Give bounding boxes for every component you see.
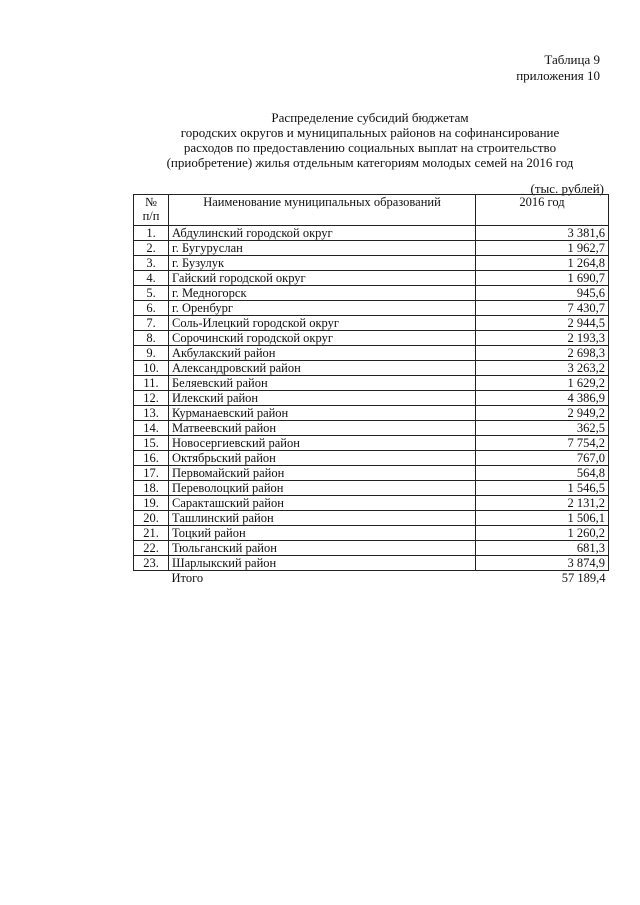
subsidy-value: 3 381,6 [476, 226, 609, 241]
subsidy-value: 2 193,3 [476, 331, 609, 346]
municipality-name: Илекский район [169, 391, 476, 406]
municipality-name: Гайский городской округ [169, 271, 476, 286]
row-number: 5. [134, 286, 169, 301]
row-number: 23. [134, 556, 169, 571]
subsidy-value: 945,6 [476, 286, 609, 301]
municipality-name: Матвеевский район [169, 421, 476, 436]
title-line: Распределение субсидий бюджетам [271, 110, 469, 125]
municipality-name: Первомайский район [169, 466, 476, 481]
subsidy-value: 767,0 [476, 451, 609, 466]
municipality-name: Александровский район [169, 361, 476, 376]
table-row [134, 301, 609, 316]
subsidy-value: 4 386,9 [476, 391, 609, 406]
table-row [134, 286, 609, 301]
municipality-name: г. Бугуруслан [169, 241, 476, 256]
row-number: 1. [134, 226, 169, 241]
municipality-name: Ташлинский район [169, 511, 476, 526]
municipality-name: Сорочинский городской округ [169, 331, 476, 346]
table-caption [516, 52, 600, 84]
municipality-name: Курманаевский район [169, 406, 476, 421]
unit-note: (тыс. рублей) [530, 181, 604, 196]
row-number: 11. [134, 376, 169, 391]
subsidy-value: 1 690,7 [476, 271, 609, 286]
table-row [134, 481, 609, 496]
subsidy-value: 3 874,9 [476, 556, 609, 571]
table-number-label: Таблица 9 [544, 52, 600, 67]
table-row [134, 241, 609, 256]
subsidy-value: 1 546,5 [476, 481, 609, 496]
document-title [120, 110, 620, 170]
municipality-name: Переволоцкий район [169, 481, 476, 496]
column-header-value: 2016 год [476, 195, 609, 226]
header-num-line2: п/п [142, 209, 160, 223]
row-number: 21. [134, 526, 169, 541]
row-number: 18. [134, 481, 169, 496]
subsidy-value: 1 962,7 [476, 241, 609, 256]
municipality-name: г. Бузулук [169, 256, 476, 271]
title-line: (приобретение) жилья отдельным категориям молодых семей на 2016 год [166, 155, 574, 170]
subsidy-value: 2 944,5 [476, 316, 609, 331]
row-number: 2. [134, 241, 169, 256]
row-number: 12. [134, 391, 169, 406]
subsidy-value: 362,5 [476, 421, 609, 436]
total-empty-cell [134, 571, 169, 586]
header-num-line1: № [145, 195, 157, 209]
table-row [134, 256, 609, 271]
municipality-name: Акбулакский район [169, 346, 476, 361]
subsidy-value: 1 506,1 [476, 511, 609, 526]
row-number: 10. [134, 361, 169, 376]
row-number: 6. [134, 301, 169, 316]
subsidy-value: 7 754,2 [476, 436, 609, 451]
table-row [134, 331, 609, 346]
table-row [134, 406, 609, 421]
table-row [134, 226, 609, 241]
table-row [134, 526, 609, 541]
municipality-name: Абдулинский городской округ [169, 226, 476, 241]
total-label: Итого [171, 571, 204, 585]
subsidy-value: 3 263,2 [476, 361, 609, 376]
subsidy-table [133, 194, 609, 585]
table-row [134, 541, 609, 556]
subsidy-value: 564,8 [476, 466, 609, 481]
municipality-name: Беляевский район [169, 376, 476, 391]
subsidy-value: 1 629,2 [476, 376, 609, 391]
appendix-label: приложения 10 [516, 68, 600, 83]
table-row [134, 391, 609, 406]
table-row [134, 436, 609, 451]
table-row [134, 271, 609, 286]
column-header-name: Наименование муниципальных образований [169, 195, 476, 226]
title-line: расходов по предоставлению социальных выплат на строительство [183, 140, 557, 155]
row-number: 16. [134, 451, 169, 466]
subsidy-value: 1 264,8 [476, 256, 609, 271]
subsidy-value: 2 949,2 [476, 406, 609, 421]
row-number: 19. [134, 496, 169, 511]
row-number: 20. [134, 511, 169, 526]
municipality-name: Тоцкий район [169, 526, 476, 541]
row-number: 17. [134, 466, 169, 481]
row-number: 7. [134, 316, 169, 331]
table-row [134, 466, 609, 481]
row-number: 8. [134, 331, 169, 346]
municipality-name: Тюльганский район [169, 541, 476, 556]
municipality-name: Новосергиевский район [169, 436, 476, 451]
column-header-number [134, 195, 169, 226]
table-row [134, 511, 609, 526]
municipality-name: г. Оренбург [169, 301, 476, 316]
table-row [134, 421, 609, 436]
subsidy-value: 7 430,7 [476, 301, 609, 316]
table-row [134, 346, 609, 361]
table-row [134, 316, 609, 331]
total-value: 57 189,4 [476, 571, 609, 586]
municipality-name: Саракташский район [169, 496, 476, 511]
municipality-name: Шарлыкский район [169, 556, 476, 571]
municipality-name: Октябрьский район [169, 451, 476, 466]
table-header-row [134, 195, 609, 226]
table-row [134, 451, 609, 466]
row-number: 13. [134, 406, 169, 421]
table-row [134, 361, 609, 376]
row-number: 3. [134, 256, 169, 271]
municipality-name: Соль-Илецкий городской округ [169, 316, 476, 331]
subsidy-value: 681,3 [476, 541, 609, 556]
table-row [134, 496, 609, 511]
row-number: 22. [134, 541, 169, 556]
row-number: 14. [134, 421, 169, 436]
subsidy-value: 2 698,3 [476, 346, 609, 361]
title-line: городских округов и муниципальных районов на софинансирование [180, 125, 560, 140]
municipality-name: г. Медногорск [169, 286, 476, 301]
subsidy-value: 1 260,2 [476, 526, 609, 541]
total-row [134, 571, 609, 586]
row-number: 15. [134, 436, 169, 451]
row-number: 4. [134, 271, 169, 286]
table-body [134, 226, 609, 586]
subsidy-value: 2 131,2 [476, 496, 609, 511]
row-number: 9. [134, 346, 169, 361]
table-row [134, 556, 609, 571]
table-row [134, 376, 609, 391]
